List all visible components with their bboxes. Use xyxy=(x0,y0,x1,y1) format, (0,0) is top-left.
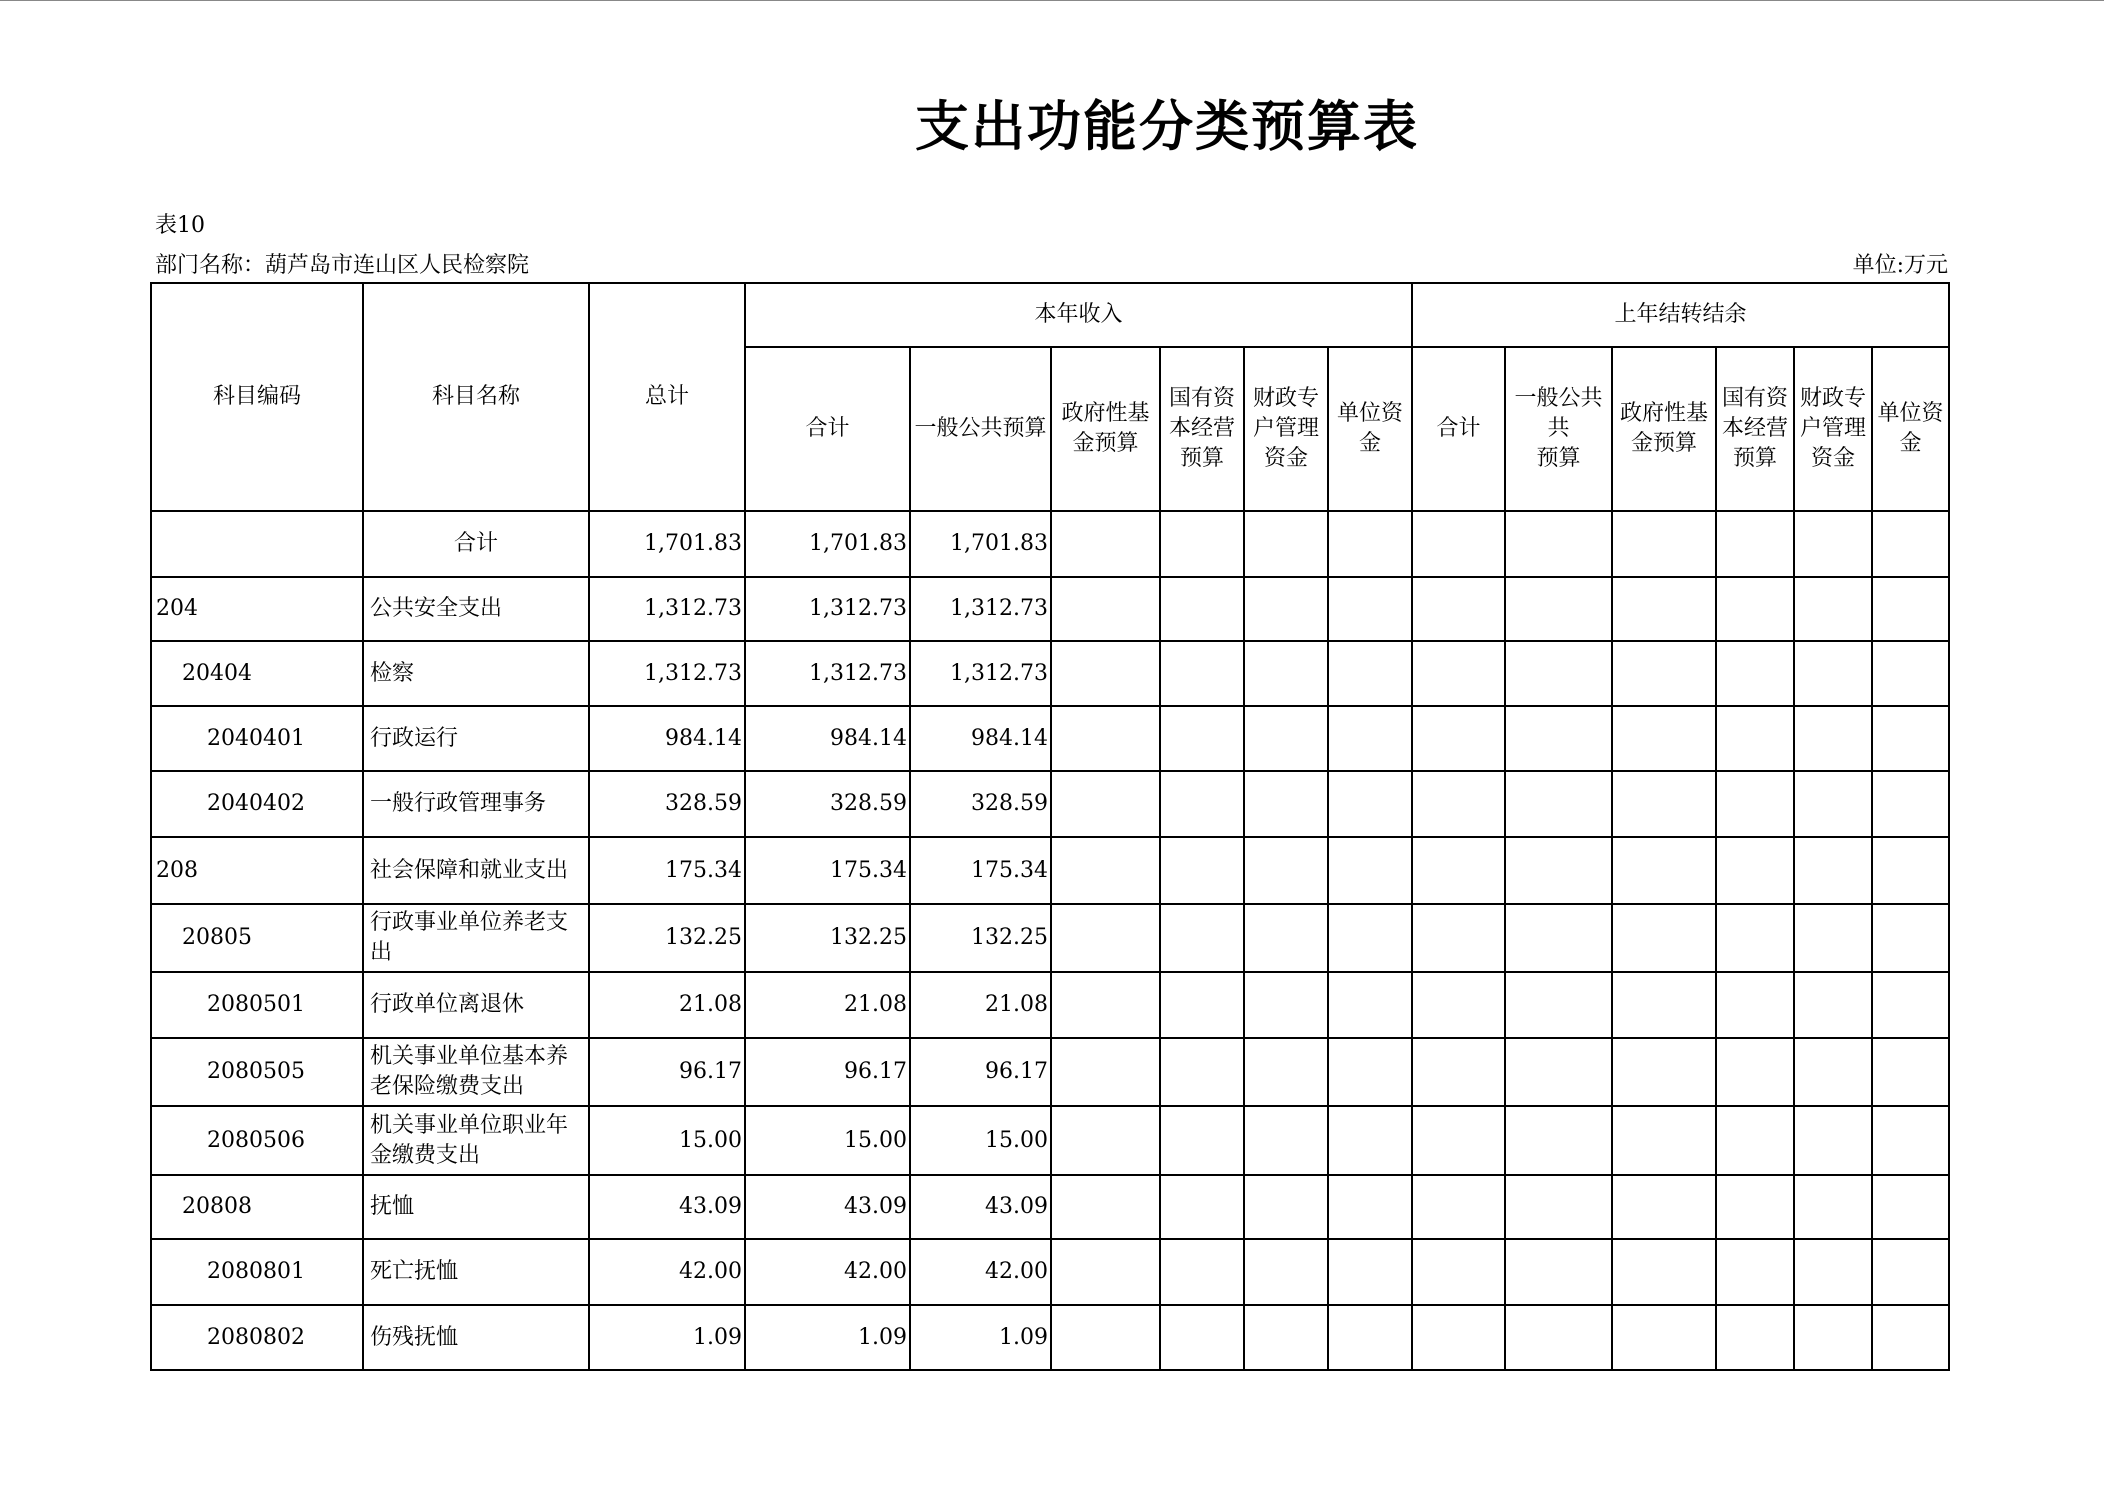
cell-cy-total: 1.09 xyxy=(745,1305,910,1370)
cell-cy-general: 1,701.83 xyxy=(910,511,1051,577)
cell-empty xyxy=(1051,1175,1160,1239)
cell-cy-total: 15.00 xyxy=(745,1106,910,1175)
cell-name: 一般行政管理事务 xyxy=(363,771,589,837)
header-current-col-5: 单位资金 xyxy=(1328,347,1412,511)
cell-empty xyxy=(1612,577,1716,641)
cell-empty xyxy=(1328,1106,1412,1175)
cell-empty xyxy=(1794,641,1872,706)
cell-empty xyxy=(1328,904,1412,972)
cell-empty xyxy=(1872,1175,1949,1239)
header-current-col-0: 合计 xyxy=(745,347,910,511)
cell-empty xyxy=(1328,1038,1412,1106)
cell-empty xyxy=(1051,577,1160,641)
cell-empty xyxy=(1244,641,1328,706)
cell-empty xyxy=(1794,511,1872,577)
cell-empty xyxy=(1160,1239,1244,1305)
cell-cy-total: 175.34 xyxy=(745,837,910,904)
table-row xyxy=(151,706,1949,771)
cell-empty xyxy=(1051,1305,1160,1370)
cell-code: 2080501 xyxy=(151,972,363,1038)
cell-empty xyxy=(1412,1175,1505,1239)
cell-cy-general: 328.59 xyxy=(910,771,1051,837)
cell-empty xyxy=(1872,511,1949,577)
table-row xyxy=(151,577,1949,641)
cell-empty xyxy=(1505,577,1612,641)
cell-empty xyxy=(1505,837,1612,904)
cell-empty xyxy=(1505,1106,1612,1175)
table-row xyxy=(151,1305,1949,1370)
cell-empty xyxy=(1412,1106,1505,1175)
cell-empty xyxy=(1328,577,1412,641)
cell-empty xyxy=(1716,641,1794,706)
table-row xyxy=(151,771,1949,837)
cell-empty xyxy=(1794,706,1872,771)
cell-empty xyxy=(1505,771,1612,837)
cell-empty xyxy=(1794,972,1872,1038)
cell-total: 175.34 xyxy=(589,837,745,904)
header-prior-col-2: 政府性基金预算 xyxy=(1612,347,1716,511)
header-name: 科目名称 xyxy=(363,283,589,511)
cell-empty xyxy=(1505,641,1612,706)
cell-empty xyxy=(1505,1175,1612,1239)
cell-empty xyxy=(1160,904,1244,972)
cell-empty xyxy=(1716,706,1794,771)
cell-cy-general: 1.09 xyxy=(910,1305,1051,1370)
cell-cy-total: 1,312.73 xyxy=(745,577,910,641)
cell-total: 132.25 xyxy=(589,904,745,972)
cell-empty xyxy=(1051,837,1160,904)
cell-empty xyxy=(1244,904,1328,972)
cell-empty xyxy=(1412,972,1505,1038)
cell-cy-total: 984.14 xyxy=(745,706,910,771)
cell-cy-general: 42.00 xyxy=(910,1239,1051,1305)
cell-empty xyxy=(1505,1239,1612,1305)
table-row xyxy=(151,1106,1949,1175)
cell-empty xyxy=(1612,706,1716,771)
table-row xyxy=(151,837,1949,904)
cell-empty xyxy=(1160,1175,1244,1239)
cell-cy-total: 43.09 xyxy=(745,1175,910,1239)
cell-empty xyxy=(1872,1305,1949,1370)
cell-name: 公共安全支出 xyxy=(363,577,589,641)
cell-empty xyxy=(1328,1305,1412,1370)
table-row xyxy=(151,1175,1949,1239)
table-row xyxy=(151,511,1949,577)
cell-name: 机关事业单位基本养老保险缴费支出 xyxy=(363,1038,589,1106)
cell-name: 检察 xyxy=(363,641,589,706)
cell-empty xyxy=(1051,1106,1160,1175)
cell-empty xyxy=(1794,1038,1872,1106)
cell-cy-total: 1,701.83 xyxy=(745,511,910,577)
header-current-col-1: 一般公共预算 xyxy=(910,347,1051,511)
cell-name: 行政运行 xyxy=(363,706,589,771)
header-current-col-2: 政府性基金预算 xyxy=(1051,347,1160,511)
header-total: 总计 xyxy=(589,283,745,511)
cell-empty xyxy=(1794,771,1872,837)
cell-empty xyxy=(1244,1038,1328,1106)
cell-empty xyxy=(1872,1106,1949,1175)
cell-empty xyxy=(1505,972,1612,1038)
cell-total: 1.09 xyxy=(589,1305,745,1370)
cell-empty xyxy=(1612,1038,1716,1106)
cell-code: 208 xyxy=(151,837,363,904)
cell-empty xyxy=(1716,1239,1794,1305)
header-current-year: 本年收入 xyxy=(745,283,1412,347)
cell-name: 机关事业单位职业年金缴费支出 xyxy=(363,1106,589,1175)
cell-cy-total: 42.00 xyxy=(745,1239,910,1305)
cell-empty xyxy=(1328,972,1412,1038)
cell-empty xyxy=(1244,837,1328,904)
department-label: 部门名称： xyxy=(155,253,266,278)
cell-empty xyxy=(1160,1038,1244,1106)
cell-empty xyxy=(1328,837,1412,904)
cell-empty xyxy=(1716,1305,1794,1370)
cell-empty xyxy=(1160,1106,1244,1175)
cell-empty xyxy=(1716,837,1794,904)
cell-code xyxy=(151,511,363,577)
cell-empty xyxy=(1051,706,1160,771)
cell-empty xyxy=(1794,1175,1872,1239)
cell-empty xyxy=(1872,837,1949,904)
header-code: 科目编码 xyxy=(151,283,363,511)
cell-empty xyxy=(1051,904,1160,972)
cell-empty xyxy=(1716,1106,1794,1175)
cell-total: 1,701.83 xyxy=(589,511,745,577)
cell-cy-general: 43.09 xyxy=(910,1175,1051,1239)
cell-cy-total: 328.59 xyxy=(745,771,910,837)
cell-empty xyxy=(1244,1305,1328,1370)
cell-empty xyxy=(1160,771,1244,837)
cell-empty xyxy=(1612,641,1716,706)
cell-empty xyxy=(1412,771,1505,837)
cell-name: 死亡抚恤 xyxy=(363,1239,589,1305)
cell-empty xyxy=(1051,1239,1160,1305)
cell-empty xyxy=(1328,511,1412,577)
cell-empty xyxy=(1794,577,1872,641)
cell-empty xyxy=(1612,837,1716,904)
cell-empty xyxy=(1244,771,1328,837)
cell-empty xyxy=(1716,1038,1794,1106)
cell-total: 42.00 xyxy=(589,1239,745,1305)
cell-empty xyxy=(1412,837,1505,904)
unit-label: 单位:万元 xyxy=(1852,253,1948,278)
cell-empty xyxy=(1160,511,1244,577)
cell-empty xyxy=(1160,706,1244,771)
cell-empty xyxy=(1612,972,1716,1038)
cell-empty xyxy=(1328,706,1412,771)
table-number: 表10 xyxy=(155,213,205,238)
cell-code: 20805 xyxy=(151,904,363,972)
department-name: 葫芦岛市连山区人民检察院 xyxy=(265,253,530,278)
cell-empty xyxy=(1612,1106,1716,1175)
cell-empty xyxy=(1716,577,1794,641)
header-prior-col-0: 合计 xyxy=(1412,347,1505,511)
cell-empty xyxy=(1872,577,1949,641)
cell-empty xyxy=(1160,1305,1244,1370)
cell-empty xyxy=(1612,1305,1716,1370)
cell-empty xyxy=(1872,1239,1949,1305)
cell-empty xyxy=(1612,1175,1716,1239)
cell-empty xyxy=(1328,1175,1412,1239)
page-top-border xyxy=(0,0,2104,1)
cell-empty xyxy=(1505,706,1612,771)
cell-empty xyxy=(1244,1106,1328,1175)
header-current-col-3: 国有资本经营预算 xyxy=(1160,347,1244,511)
cell-empty xyxy=(1244,1175,1328,1239)
table-row xyxy=(151,972,1949,1038)
table-row xyxy=(151,904,1949,972)
cell-cy-total: 21.08 xyxy=(745,972,910,1038)
cell-code: 2080505 xyxy=(151,1038,363,1106)
cell-name: 行政单位离退休 xyxy=(363,972,589,1038)
cell-name: 伤残抚恤 xyxy=(363,1305,589,1370)
cell-empty xyxy=(1051,641,1160,706)
cell-code: 2080801 xyxy=(151,1239,363,1305)
cell-empty xyxy=(1412,706,1505,771)
table-row xyxy=(151,1038,1949,1106)
cell-empty xyxy=(1412,641,1505,706)
cell-empty xyxy=(1244,577,1328,641)
cell-code: 2080802 xyxy=(151,1305,363,1370)
cell-code: 2040402 xyxy=(151,771,363,837)
cell-empty xyxy=(1051,511,1160,577)
cell-empty xyxy=(1716,972,1794,1038)
cell-empty xyxy=(1612,771,1716,837)
cell-empty xyxy=(1505,904,1612,972)
cell-empty xyxy=(1160,641,1244,706)
cell-cy-general: 1,312.73 xyxy=(910,577,1051,641)
cell-total: 21.08 xyxy=(589,972,745,1038)
cell-cy-total: 132.25 xyxy=(745,904,910,972)
cell-empty xyxy=(1412,511,1505,577)
cell-empty xyxy=(1051,771,1160,837)
cell-total: 1,312.73 xyxy=(589,577,745,641)
cell-empty xyxy=(1872,641,1949,706)
cell-total: 328.59 xyxy=(589,771,745,837)
header-prior-year: 上年结转结余 xyxy=(1412,283,1949,347)
cell-empty xyxy=(1505,511,1612,577)
cell-empty xyxy=(1716,511,1794,577)
cell-cy-general: 132.25 xyxy=(910,904,1051,972)
cell-empty xyxy=(1051,972,1160,1038)
cell-empty xyxy=(1160,577,1244,641)
cell-total: 96.17 xyxy=(589,1038,745,1106)
cell-empty xyxy=(1244,511,1328,577)
header-prior-col-5: 单位资金 xyxy=(1872,347,1949,511)
table-body xyxy=(151,511,1949,1370)
cell-empty xyxy=(1612,511,1716,577)
cell-cy-general: 984.14 xyxy=(910,706,1051,771)
cell-total: 15.00 xyxy=(589,1106,745,1175)
cell-empty xyxy=(1794,1106,1872,1175)
cell-empty xyxy=(1872,706,1949,771)
cell-code: 20808 xyxy=(151,1175,363,1239)
cell-empty xyxy=(1412,1305,1505,1370)
cell-empty xyxy=(1412,1239,1505,1305)
cell-empty xyxy=(1328,641,1412,706)
cell-empty xyxy=(1872,771,1949,837)
cell-empty xyxy=(1160,972,1244,1038)
cell-empty xyxy=(1612,1239,1716,1305)
cell-empty xyxy=(1716,771,1794,837)
cell-cy-general: 15.00 xyxy=(910,1106,1051,1175)
cell-empty xyxy=(1872,904,1949,972)
cell-empty xyxy=(1794,1305,1872,1370)
cell-empty xyxy=(1872,1038,1949,1106)
cell-empty xyxy=(1505,1038,1612,1106)
cell-code: 2040401 xyxy=(151,706,363,771)
page-title: 支出功能分类预算表 xyxy=(915,94,1419,158)
cell-empty xyxy=(1051,1038,1160,1106)
cell-cy-general: 96.17 xyxy=(910,1038,1051,1106)
cell-cy-total: 96.17 xyxy=(745,1038,910,1106)
cell-empty xyxy=(1794,904,1872,972)
cell-empty xyxy=(1244,972,1328,1038)
table-row xyxy=(151,641,1949,706)
cell-empty xyxy=(1244,706,1328,771)
cell-empty xyxy=(1872,972,1949,1038)
cell-cy-total: 1,312.73 xyxy=(745,641,910,706)
cell-cy-general: 21.08 xyxy=(910,972,1051,1038)
cell-total: 984.14 xyxy=(589,706,745,771)
cell-total: 1,312.73 xyxy=(589,641,745,706)
cell-name: 抚恤 xyxy=(363,1175,589,1239)
header-prior-col-1: 一般公共 共 预算 xyxy=(1505,347,1612,511)
header-prior-col-3: 国有资本经营预算 xyxy=(1716,347,1794,511)
header-prior-col-4: 财政专户管理资金 xyxy=(1794,347,1872,511)
cell-empty xyxy=(1412,577,1505,641)
cell-empty xyxy=(1160,837,1244,904)
cell-code: 20404 xyxy=(151,641,363,706)
budget-table xyxy=(150,282,1950,1371)
cell-empty xyxy=(1328,1239,1412,1305)
cell-total: 43.09 xyxy=(589,1175,745,1239)
cell-empty xyxy=(1412,904,1505,972)
cell-empty xyxy=(1794,1239,1872,1305)
cell-empty xyxy=(1612,904,1716,972)
cell-empty xyxy=(1244,1239,1328,1305)
cell-code: 2080506 xyxy=(151,1106,363,1175)
cell-name: 合计 xyxy=(363,511,589,577)
cell-empty xyxy=(1412,1038,1505,1106)
cell-empty xyxy=(1716,1175,1794,1239)
cell-cy-general: 1,312.73 xyxy=(910,641,1051,706)
cell-empty xyxy=(1328,771,1412,837)
table-row xyxy=(151,1239,1949,1305)
cell-empty xyxy=(1505,1305,1612,1370)
cell-name: 社会保障和就业支出 xyxy=(363,837,589,904)
cell-code: 204 xyxy=(151,577,363,641)
cell-empty xyxy=(1716,904,1794,972)
department-line xyxy=(155,248,529,279)
cell-cy-general: 175.34 xyxy=(910,837,1051,904)
cell-empty xyxy=(1794,837,1872,904)
header-current-col-4: 财政专户管理资金 xyxy=(1244,347,1328,511)
cell-name: 行政事业单位养老支出 xyxy=(363,904,589,972)
